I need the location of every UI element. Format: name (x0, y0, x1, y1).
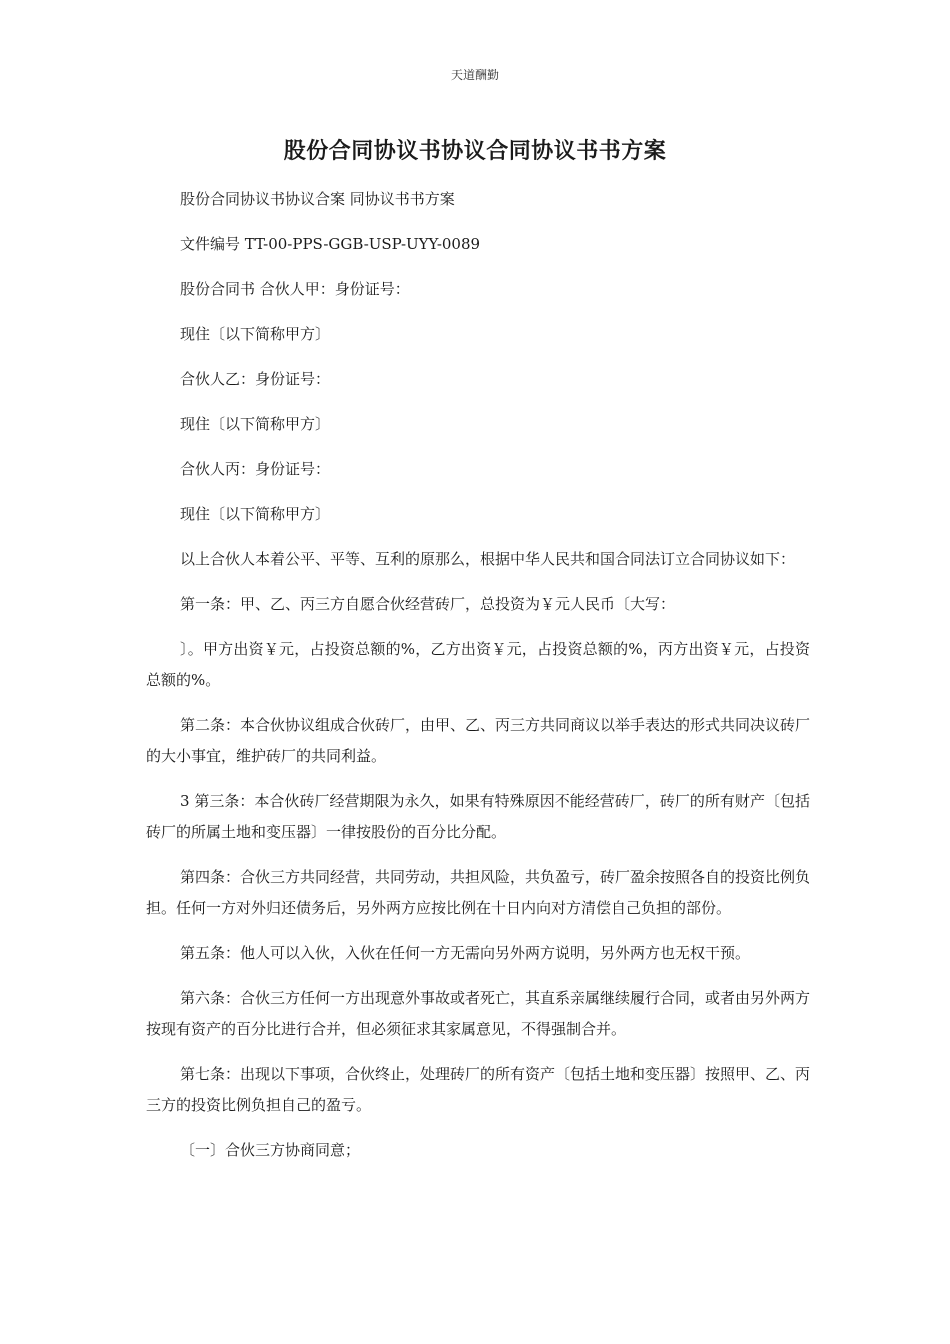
paragraph-partner-b: 合伙人乙：身份证号： (180, 370, 331, 388)
paragraph-address-a: 现住〔以下简称甲方〕 (180, 325, 331, 343)
paragraph-address-b: 现住〔以下简称甲方〕 (180, 415, 331, 433)
paragraph-file-number: 文件编号 TT-00-PPS-GGB-USP-UYY-0089 (180, 235, 481, 253)
paragraph-article-6: 第六条：合伙三方任何一方出现意外事故或者死亡，其直系亲属继续履行合同，或者由另外两方按现有资产的百分比进行合并，但必须征求其家属意见，不得强制合并。 (146, 989, 811, 1038)
paragraph-article-4: 第四条：合伙三方共同经营，共同劳动，共担风险，共负盈亏，砖厂盈余按照各自的投资比例负担。任何一方对外归还债务后，另外两方应按比例在十日内向对方清偿自己负担的部份。 (146, 868, 811, 917)
paragraph-preamble: 以上合伙人本着公平、平等、互利的原那么，根据中华人民共和国合同法订立合同协议如下： (180, 550, 796, 568)
paragraph-article-1: 第一条：甲、乙、丙三方自愿合伙经营砖厂，总投资为￥元人民币〔大写： (180, 595, 676, 613)
paragraph-article-2: 第二条：本合伙协议组成合伙砖厂，由甲、乙、丙三方共同商议以举手表达的形式共同决议砖厂的大小事宜，维护砖厂的共同利益。 (146, 716, 811, 765)
document-body (146, 184, 810, 1180)
paragraph-article-5: 第五条：他人可以入伙，入伙在任何一方无需向另外两方说明，另外两方也无权干预。 (180, 944, 751, 962)
paragraph-item-1: 〔一〕合伙三方协商同意； (180, 1141, 361, 1159)
paragraph-partner-c: 合伙人丙：身份证号： (180, 460, 331, 478)
running-header: 天道酬勤 (450, 68, 499, 82)
paragraph-subtitle: 股份合同协议书协议合案 同协议书书方案 (180, 190, 455, 208)
paragraph-partner-a: 股份合同书 合伙人甲：身份证号： (180, 280, 410, 298)
paragraph-article-7: 第七条：出现以下事项，合伙终止，处理砖厂的所有资产〔包括土地和变压器〕按照甲、乙、丙三方的投资比例负担自己的盈亏。 (146, 1065, 811, 1114)
paragraph-article-1-cont: 〕。甲方出资￥元，占投资总额的%，乙方出资￥元，占投资总额的%，丙方出资￥元，占投资总额的%。 (146, 640, 810, 689)
document-title: 股份合同协议书协议合同协议书书方案 (283, 139, 667, 164)
paragraph-address-c: 现住〔以下简称甲方〕 (180, 505, 331, 523)
paragraph-article-3: 3 第三条：本合伙砖厂经营期限为永久，如果有特殊原因不能经营砖厂，砖厂的所有财产〔包括砖厂的所属土地和变压器〕一律按股份的百分比分配。 (146, 792, 810, 841)
